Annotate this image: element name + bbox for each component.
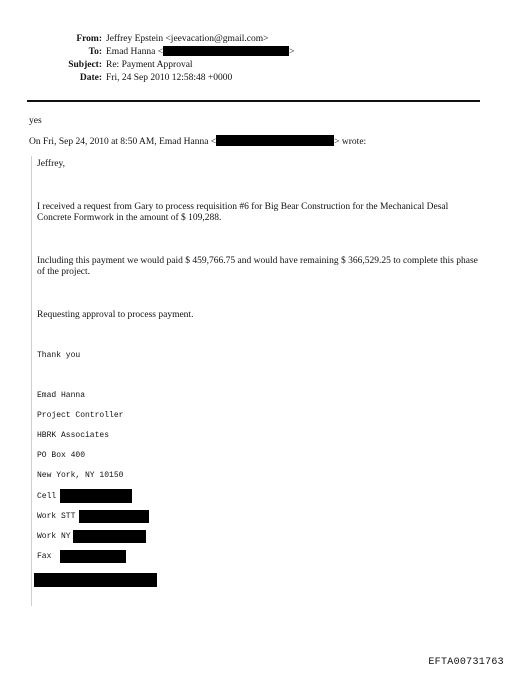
signature-cell — [37, 492, 56, 501]
quote-paragraph-1: I received a request from Gary to process requisition #6 for Big Bear Construction for the Mechanical Desal Concrete Formwork in the amount of $ 109,288. — [37, 202, 449, 223]
signature-fax — [37, 552, 51, 561]
work-ny-label: Work NY — [37, 532, 71, 541]
quote-intro-suffix: > wrote: — [334, 137, 367, 147]
subject-label: Subject: — [68, 60, 102, 70]
signature-work-stt — [37, 512, 75, 521]
header-divider — [27, 100, 480, 102]
signature-address-2: New York, NY 10150 — [37, 471, 124, 480]
signature-company: HBRK Associates — [37, 431, 110, 440]
to-suffix: > — [289, 47, 295, 57]
to-name: Emad Hanna < — [106, 47, 164, 57]
quote-bar — [31, 156, 32, 606]
signature-title: Project Controller — [37, 411, 124, 420]
reply-text: yes — [29, 116, 42, 126]
redaction-block — [216, 135, 334, 146]
fax-label: Fax — [37, 552, 52, 561]
quote-intro — [29, 137, 366, 147]
redaction-block — [79, 510, 149, 523]
to-value — [106, 47, 294, 57]
quote-intro-prefix: On Fri, Sep 24, 2010 at 8:50 AM, Emad Hanna < — [29, 137, 217, 147]
quote-thanks: Thank you — [37, 351, 81, 360]
date-label: Date: — [79, 73, 102, 83]
redaction-block — [163, 46, 289, 56]
work-stt-label: Work STT — [37, 512, 76, 521]
redaction-block — [34, 573, 157, 587]
date-value: Fri, 24 Sep 2010 12:58:48 +0000 — [106, 73, 233, 83]
quote-paragraph-3: Requesting approval to process payment. — [37, 310, 194, 320]
from-value: Jeffrey Epstein <jeevacation@gmail.com> — [106, 34, 269, 44]
signature-address-1: PO Box 400 — [37, 451, 86, 460]
redaction-block — [73, 530, 146, 543]
from-label: From: — [76, 34, 102, 44]
redaction-block — [60, 489, 132, 503]
document-id: EFTA00731763 — [428, 657, 504, 668]
cell-label: Cell — [37, 492, 57, 501]
to-label: To: — [88, 47, 102, 57]
signature-work-ny — [37, 532, 71, 541]
quote-greeting: Jeffrey, — [37, 159, 65, 169]
subject-value: Re: Payment Approval — [106, 60, 193, 70]
signature-name: Emad Hanna — [37, 391, 86, 400]
redaction-block — [60, 550, 126, 563]
quote-paragraph-2: Including this payment we would paid $ 459,766.75 and would have remaining $ 366,529.25 to complete this phase of the project. — [37, 256, 478, 277]
